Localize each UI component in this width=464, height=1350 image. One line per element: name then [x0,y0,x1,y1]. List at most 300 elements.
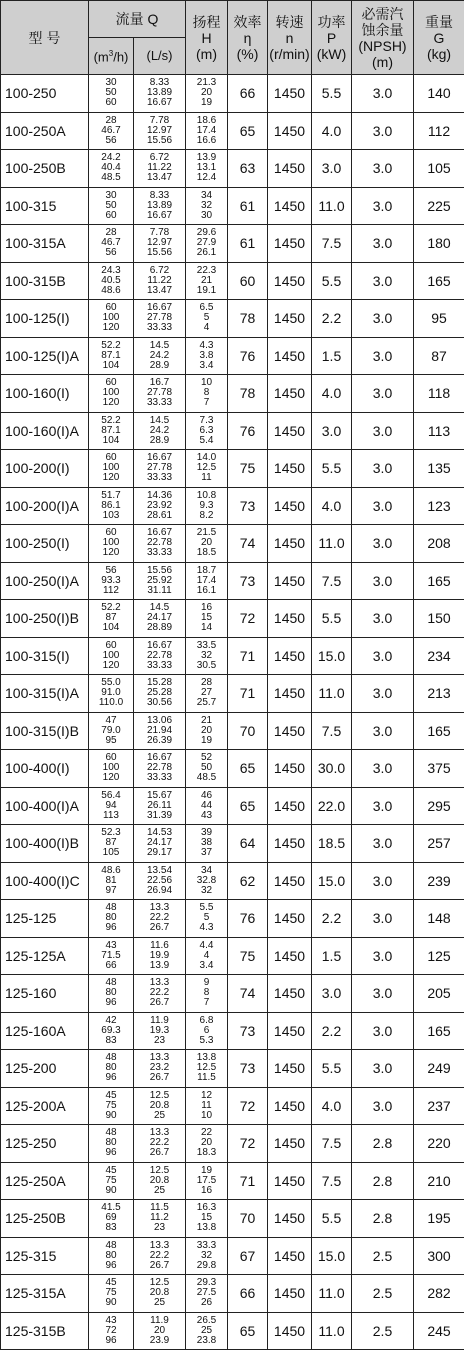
flow-ls-cell-value: 15.67 [134,791,185,801]
weight-cell: 95 [414,300,464,338]
flow-ls-cell [134,487,186,525]
npsh-cell: 3.0 [352,337,414,375]
head-cell-value: 26 [186,1298,227,1308]
table-row [1,1087,464,1125]
flow-m3h-cell-value: 56 [89,566,133,576]
model-cell: 100-160(I)A [1,412,89,450]
head-cell-value: 32 [186,201,227,211]
flow-ls-cell-value: 23.2 [134,1063,185,1073]
flow-ls-cell-value: 12.97 [134,238,185,248]
model-cell: 100-315B [1,262,89,300]
head-cell [186,187,228,225]
flow-m3h-cell-value: 52.2 [89,416,133,426]
flow-m3h-cell-value: 80 [89,988,133,998]
table-row [1,750,464,788]
model-cell: 100-250(I) [1,525,89,563]
table-row [1,187,464,225]
flow-m3h-cell-value: 75 [89,1176,133,1186]
speed-cell: 1450 [268,112,312,150]
head-cell-value: 16 [186,1186,227,1196]
flow-ls-cell-value: 33.33 [134,473,185,483]
head-cell-value: 18.3 [186,1148,227,1158]
head-cell-value: 21.3 [186,78,227,88]
model-cell: 100-125(I) [1,300,89,338]
flow-ls-cell-value: 20.8 [134,1288,185,1298]
npsh-cell: 3.0 [352,112,414,150]
flow-ls-cell [134,1012,186,1050]
flow-m3h-cell-value: 83 [89,1036,133,1046]
flow-ls-cell [134,637,186,675]
header-head-symbol: H [186,30,227,46]
flow-m3h-cell [89,675,134,713]
head-cell-value: 44 [186,801,227,811]
head-cell [186,412,228,450]
weight-cell: 257 [414,825,464,863]
model-cell: 125-250B [1,1200,89,1238]
flow-m3h-cell-value: 120 [89,323,133,333]
weight-cell: 295 [414,787,464,825]
head-cell-value: 29.3 [186,1278,227,1288]
head-cell-value: 6.3 [186,426,227,436]
table-row [1,937,464,975]
head-cell-value: 4.3 [186,923,227,933]
flow-m3h-cell [89,825,134,863]
head-cell-value: 13.1 [186,163,227,173]
head-cell-value: 33.5 [186,641,227,651]
head-cell-value: 32 [186,651,227,661]
head-cell-value: 9 [186,978,227,988]
flow-ls-cell-value: 31.39 [134,811,185,821]
head-cell-value: 30 [186,211,227,221]
head-cell-value: 16 [186,603,227,613]
efficiency-cell: 71 [228,675,268,713]
weight-cell: 180 [414,225,464,263]
flow-ls-cell [134,1200,186,1238]
weight-cell: 112 [414,112,464,150]
flow-m3h-cell [89,262,134,300]
speed-cell: 1450 [268,1050,312,1088]
head-cell-value: 16.1 [186,586,227,596]
flow-m3h-cell-value: 103 [89,511,133,521]
flow-m3h-cell-value: 96 [89,1148,133,1158]
speed-cell: 1450 [268,337,312,375]
head-cell-value: 43 [186,811,227,821]
weight-cell: 165 [414,1012,464,1050]
flow-m3h-cell [89,75,134,113]
weight-cell: 237 [414,1087,464,1125]
speed-cell: 1450 [268,1162,312,1200]
speed-cell: 1450 [268,412,312,450]
table-row [1,375,464,413]
table-row [1,150,464,188]
table-row [1,900,464,938]
speed-cell: 1450 [268,300,312,338]
flow-m3h-cell-value: 28 [89,116,133,126]
power-cell: 4.0 [312,112,352,150]
flow-ls-cell-value: 28.9 [134,361,185,371]
efficiency-cell: 70 [228,1200,268,1238]
flow-ls-cell [134,1312,186,1350]
model-cell: 100-315(I) [1,637,89,675]
flow-m3h-cell-value: 91.0 [89,688,133,698]
head-cell-value: 21 [186,276,227,286]
power-cell: 30.0 [312,750,352,788]
weight-cell: 165 [414,712,464,750]
head-cell-value: 13.8 [186,1053,227,1063]
flow-m3h-cell-value: 120 [89,773,133,783]
flow-ls-cell-value: 26.11 [134,801,185,811]
flow-ls-cell [134,300,186,338]
weight-cell: 375 [414,750,464,788]
weight-cell: 282 [414,1275,464,1313]
flow-m3h-cell-value: 30 [89,78,133,88]
flow-ls-cell-value: 26.7 [134,998,185,1008]
head-cell-value: 6.5 [186,303,227,313]
flow-m3h-cell-value: 42 [89,1016,133,1026]
flow-ls-cell-value: 12.97 [134,126,185,136]
head-cell [186,262,228,300]
table-row [1,75,464,113]
flow-ls-cell-value: 11.22 [134,276,185,286]
speed-cell: 1450 [268,225,312,263]
head-cell-value: 4 [186,323,227,333]
flow-m3h-cell-value: 60 [89,211,133,221]
npsh-cell: 3.0 [352,787,414,825]
flow-m3h-cell-value: 56 [89,136,133,146]
flow-m3h-cell-value: 50 [89,88,133,98]
head-cell-value: 20 [186,88,227,98]
npsh-cell: 2.8 [352,1125,414,1163]
flow-ls-cell-value: 33.33 [134,323,185,333]
head-cell-value: 32 [186,1251,227,1261]
flow-m3h-cell-value: 90 [89,1186,133,1196]
flow-ls-cell-value: 25.28 [134,688,185,698]
header-power-unit: (kW) [312,46,351,62]
flow-m3h-cell-value: 100 [89,763,133,773]
head-cell-value: 25 [186,1326,227,1336]
power-cell: 5.5 [312,450,352,488]
table-row [1,337,464,375]
speed-cell: 1450 [268,375,312,413]
flow-m3h-cell-value: 104 [89,623,133,633]
table-row [1,112,464,150]
power-cell: 5.5 [312,1050,352,1088]
power-cell: 22.0 [312,787,352,825]
flow-ls-cell [134,675,186,713]
flow-m3h-cell [89,1237,134,1275]
flow-m3h-cell-value: 48 [89,1128,133,1138]
flow-ls-cell-value: 15.28 [134,678,185,688]
flow-ls-cell-value: 25 [134,1111,185,1121]
flow-m3h-cell-value: 60 [89,528,133,538]
head-cell-value: 19 [186,1166,227,1176]
head-cell-value: 20 [186,1138,227,1148]
table-row [1,787,464,825]
flow-m3h-cell-value: 87 [89,838,133,848]
flow-ls-cell-value: 6.72 [134,266,185,276]
flow-ls-cell-value: 31.11 [134,586,185,596]
weight-cell: 220 [414,1125,464,1163]
flow-ls-cell [134,787,186,825]
speed-cell: 1450 [268,825,312,863]
power-cell: 1.5 [312,937,352,975]
efficiency-cell: 61 [228,225,268,263]
header-flow [89,1,186,38]
flow-m3h-cell-value: 75 [89,1101,133,1111]
flow-m3h-cell-value: 48.5 [89,173,133,183]
weight-cell: 205 [414,975,464,1013]
flow-ls-cell-value: 28.61 [134,511,185,521]
flow-ls-cell [134,525,186,563]
flow-m3h-cell [89,487,134,525]
table-body [1,75,464,1350]
flow-m3h-cell-value: 48.6 [89,286,133,296]
flow-m3h-cell [89,525,134,563]
head-cell-value: 9.3 [186,501,227,511]
flow-ls-cell [134,825,186,863]
flow-ls-cell-value: 13.3 [134,1128,185,1138]
header-eff-symbol: η [228,30,267,46]
flow-m3h-cell-value: 60 [89,378,133,388]
power-cell: 15.0 [312,1237,352,1275]
model-cell: 125-315B [1,1312,89,1350]
table-row [1,562,464,600]
head-cell-value: 18.5 [186,548,227,558]
npsh-cell: 2.8 [352,1200,414,1238]
head-cell-value: 52 [186,753,227,763]
flow-m3h-cell-value: 81 [89,876,133,886]
head-cell-value: 12 [186,1091,227,1101]
flow-m3h-cell-value: 52.2 [89,341,133,351]
flow-m3h-cell-value: 120 [89,473,133,483]
flow-m3h-cell-value: 87.1 [89,351,133,361]
head-cell-value: 33.3 [186,1241,227,1251]
flow-m3h-cell [89,150,134,188]
head-cell-value: 21 [186,716,227,726]
head-cell-value: 8.2 [186,511,227,521]
speed-cell: 1450 [268,1237,312,1275]
flow-m3h-cell [89,375,134,413]
flow-m3h-cell-value: 105 [89,848,133,858]
table-row [1,712,464,750]
table-row [1,487,464,525]
efficiency-cell: 76 [228,412,268,450]
model-cell: 125-160 [1,975,89,1013]
header-speed-unit: (r/min) [268,46,311,62]
flow-m3h-cell-value: 45 [89,1091,133,1101]
head-cell [186,750,228,788]
flow-ls-cell-value: 14.36 [134,491,185,501]
efficiency-cell: 72 [228,1087,268,1125]
flow-ls-cell-value: 20.8 [134,1176,185,1186]
npsh-cell: 3.0 [352,450,414,488]
head-cell-value: 17.4 [186,576,227,586]
flow-m3h-cell-value: 56 [89,248,133,258]
header-npsh-unit-main: (NPSH) [358,38,406,54]
flow-m3h-cell-value: 120 [89,548,133,558]
flow-m3h-cell-value: 30 [89,191,133,201]
npsh-cell: 3.0 [352,562,414,600]
flow-m3h-cell [89,300,134,338]
flow-ls-cell-value: 33.33 [134,773,185,783]
flow-ls-cell-value: 16.67 [134,641,185,651]
efficiency-cell: 66 [228,1275,268,1313]
flow-ls-cell-value: 27.78 [134,313,185,323]
model-cell: 100-400(I)A [1,787,89,825]
flow-m3h-cell-value: 83 [89,1223,133,1233]
head-cell-value: 32.8 [186,876,227,886]
flow-m3h-cell-value: 28 [89,228,133,238]
flow-ls-cell-value: 22.78 [134,763,185,773]
model-cell: 125-125A [1,937,89,975]
model-cell: 125-250A [1,1162,89,1200]
header-npsh-label: 必需汽 [352,6,413,22]
flow-ls-cell-value: 24.2 [134,351,185,361]
power-cell: 2.2 [312,300,352,338]
model-cell: 125-315 [1,1237,89,1275]
head-cell-value: 12.4 [186,173,227,183]
head-cell-value: 4.4 [186,941,227,951]
head-cell [186,787,228,825]
head-cell-value: 19 [186,736,227,746]
flow-ls-cell [134,937,186,975]
flow-ls-cell-value: 33.33 [134,548,185,558]
flow-m3h-cell [89,1125,134,1163]
header-speed-label: 转速 [268,14,311,30]
head-cell-value: 8 [186,388,227,398]
efficiency-cell: 75 [228,450,268,488]
flow-m3h-cell [89,1200,134,1238]
flow-ls-cell-value: 27.78 [134,388,185,398]
flow-m3h-cell-value: 56.4 [89,791,133,801]
flow-ls-cell-value: 16.67 [134,303,185,313]
power-cell: 5.5 [312,262,352,300]
head-cell-value: 13.8 [186,1223,227,1233]
table-row [1,600,464,638]
power-cell: 7.5 [312,1125,352,1163]
flow-m3h-cell-value: 100 [89,463,133,473]
head-cell [186,150,228,188]
flow-m3h-cell [89,787,134,825]
head-cell-value: 11.5 [186,1073,227,1083]
model-cell: 125-315A [1,1275,89,1313]
header-flow-m3h-prefix: (m [94,50,109,65]
speed-cell: 1450 [268,1312,312,1350]
efficiency-cell: 63 [228,150,268,188]
npsh-cell: 3.0 [352,675,414,713]
flow-m3h-cell-value: 80 [89,1138,133,1148]
head-cell-value: 27.5 [186,1288,227,1298]
flow-m3h-cell-value: 47 [89,716,133,726]
header-power-label: 功率 [312,14,351,30]
flow-ls-cell-value: 13.89 [134,88,185,98]
head-cell [186,900,228,938]
flow-m3h-cell-value: 110.0 [89,698,133,708]
table-row [1,675,464,713]
flow-m3h-cell-value: 60 [89,303,133,313]
npsh-cell: 3.0 [352,487,414,525]
flow-m3h-cell [89,187,134,225]
flow-m3h-cell-value: 41.5 [89,1203,133,1213]
head-cell-value: 19 [186,98,227,108]
power-cell: 2.2 [312,1012,352,1050]
header-flow-m3h-sup: 3 [109,49,113,58]
flow-m3h-cell-value: 50 [89,201,133,211]
speed-cell: 1450 [268,975,312,1013]
flow-m3h-cell-value: 43 [89,941,133,951]
weight-cell: 208 [414,525,464,563]
flow-ls-cell [134,450,186,488]
flow-m3h-cell-value: 66 [89,961,133,971]
flow-ls-cell [134,712,186,750]
flow-ls-cell [134,1050,186,1088]
flow-ls-cell-value: 16.7 [134,378,185,388]
power-cell: 15.0 [312,637,352,675]
head-cell-value: 48.5 [186,773,227,783]
flow-ls-cell [134,1275,186,1313]
flow-ls-cell-value: 22.2 [134,913,185,923]
weight-cell: 195 [414,1200,464,1238]
head-cell-value: 17.5 [186,1176,227,1186]
header-eff-unit: (%) [228,46,267,62]
head-cell-value: 26.1 [186,248,227,258]
npsh-cell: 3.0 [352,1012,414,1050]
efficiency-cell: 70 [228,712,268,750]
head-cell-value: 16.6 [186,136,227,146]
flow-m3h-cell-value: 90 [89,1298,133,1308]
header-flow-m3h [89,38,134,75]
flow-ls-cell-value: 22.2 [134,1138,185,1148]
flow-m3h-cell [89,1312,134,1350]
head-cell-value: 27.9 [186,238,227,248]
flow-ls-cell [134,1087,186,1125]
model-cell: 125-200 [1,1050,89,1088]
header-flow-label: 流量 Q [116,11,159,27]
flow-m3h-cell-value: 52.2 [89,603,133,613]
npsh-cell: 3.0 [352,262,414,300]
weight-cell: 123 [414,487,464,525]
head-cell-value: 29.8 [186,1261,227,1271]
power-cell: 3.0 [312,975,352,1013]
header-weight-label: 重量 [414,14,464,30]
flow-ls-cell [134,1125,186,1163]
efficiency-cell: 66 [228,75,268,113]
head-cell [186,487,228,525]
flow-m3h-cell-value: 100 [89,313,133,323]
head-cell-value: 13.9 [186,153,227,163]
table-row [1,225,464,263]
flow-ls-cell-value: 11.6 [134,941,185,951]
npsh-cell: 3.0 [352,900,414,938]
flow-m3h-cell [89,750,134,788]
head-cell [186,862,228,900]
flow-ls-cell-value: 20 [134,1326,185,1336]
flow-ls-cell [134,1162,186,1200]
efficiency-cell: 78 [228,375,268,413]
flow-m3h-cell-value: 80 [89,1063,133,1073]
power-cell: 2.2 [312,900,352,938]
flow-m3h-cell-value: 94 [89,801,133,811]
efficiency-cell: 67 [228,1237,268,1275]
head-cell [186,712,228,750]
head-cell-value: 17.4 [186,126,227,136]
head-cell-value: 10.8 [186,491,227,501]
flow-ls-cell-value: 28.89 [134,623,185,633]
head-cell-value: 18.7 [186,566,227,576]
model-cell: 100-315A [1,225,89,263]
flow-ls-cell-value: 26.39 [134,736,185,746]
flow-ls-cell [134,337,186,375]
